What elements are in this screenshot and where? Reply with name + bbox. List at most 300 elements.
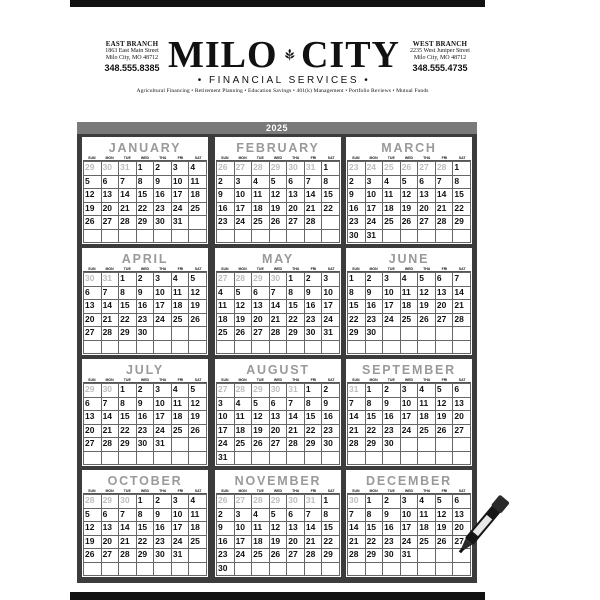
day-number: 26 bbox=[401, 216, 412, 226]
day-cell bbox=[217, 411, 235, 425]
day-number: 1 bbox=[366, 384, 372, 394]
day-number: 25 bbox=[419, 424, 429, 435]
day-number: 4 bbox=[384, 175, 389, 186]
month-name: DECEMBER bbox=[366, 474, 452, 488]
day-number: 7 bbox=[305, 508, 311, 519]
day-number: 28 bbox=[270, 327, 281, 337]
day-cell bbox=[383, 536, 401, 550]
day-number: 15 bbox=[323, 522, 333, 532]
day-number: 20 bbox=[288, 202, 298, 213]
empty-day-cell bbox=[453, 452, 471, 466]
empty-day-cell bbox=[270, 230, 288, 244]
day-cell bbox=[172, 522, 190, 536]
day-number: 11 bbox=[419, 397, 429, 408]
day-cell bbox=[252, 176, 270, 190]
day-number: 27 bbox=[270, 438, 281, 448]
day-cell bbox=[305, 287, 323, 301]
day-cell bbox=[154, 495, 172, 509]
day-cell bbox=[235, 176, 253, 190]
day-cell bbox=[322, 549, 340, 563]
empty-day-cell bbox=[383, 230, 401, 244]
weekday-label: FRI bbox=[177, 156, 184, 160]
empty-day-cell bbox=[418, 230, 436, 244]
day-cell bbox=[305, 509, 323, 523]
day-cell bbox=[287, 216, 305, 230]
day-cell bbox=[348, 300, 366, 314]
empty-day-cell bbox=[189, 452, 207, 466]
day-cell bbox=[305, 300, 323, 314]
logo-word-left: MILO bbox=[168, 34, 278, 76]
day-number: 27 bbox=[436, 313, 447, 324]
day-cell bbox=[189, 536, 207, 550]
day-cell bbox=[172, 216, 190, 230]
day-cell bbox=[189, 411, 207, 425]
day-cell bbox=[137, 425, 155, 439]
weekday-label: THU bbox=[423, 267, 431, 271]
day-number: 5 bbox=[270, 508, 276, 519]
day-cell bbox=[401, 495, 419, 509]
empty-day-cell bbox=[84, 273, 102, 287]
prev-month-day-number: 27 bbox=[235, 495, 246, 505]
day-cell bbox=[287, 425, 305, 439]
day-number: 11 bbox=[401, 286, 411, 297]
day-number: 12 bbox=[190, 397, 200, 408]
day-cell bbox=[119, 425, 137, 439]
day-cell bbox=[366, 536, 384, 550]
weekday-label: FRI bbox=[441, 156, 448, 160]
day-cell bbox=[305, 273, 323, 287]
day-number: 8 bbox=[137, 175, 143, 186]
day-number: 25 bbox=[190, 202, 200, 213]
day-cell bbox=[102, 314, 120, 328]
day-cell bbox=[235, 314, 253, 328]
weekday-label: SAT bbox=[458, 267, 466, 271]
day-cell bbox=[322, 536, 340, 550]
day-number: 28 bbox=[454, 313, 464, 324]
day-cell bbox=[137, 273, 155, 287]
month-day-grid bbox=[83, 383, 207, 465]
day-number: 30 bbox=[137, 438, 148, 448]
day-cell bbox=[154, 162, 172, 176]
day-number: 12 bbox=[85, 189, 95, 199]
empty-day-cell bbox=[348, 162, 366, 176]
day-cell bbox=[172, 495, 190, 509]
day-number: 13 bbox=[253, 300, 263, 310]
day-cell bbox=[235, 536, 253, 550]
day-cell bbox=[270, 314, 288, 328]
day-number: 4 bbox=[235, 397, 241, 408]
day-number: 24 bbox=[235, 549, 246, 559]
weekday-label: THU bbox=[292, 489, 300, 493]
day-cell bbox=[418, 273, 436, 287]
day-cell bbox=[189, 300, 207, 314]
day-cell bbox=[252, 287, 270, 301]
day-number: 1 bbox=[120, 273, 125, 283]
weekday-label: SAT bbox=[327, 156, 335, 160]
month-september bbox=[346, 359, 472, 466]
day-number: 28 bbox=[305, 216, 316, 226]
day-number: 13 bbox=[102, 522, 113, 532]
day-cell bbox=[287, 176, 305, 190]
day-cell bbox=[172, 162, 190, 176]
day-number: 29 bbox=[137, 216, 148, 226]
empty-day-cell bbox=[172, 341, 190, 355]
empty-day-cell bbox=[189, 341, 207, 355]
day-cell bbox=[270, 549, 288, 563]
empty-day-cell bbox=[322, 563, 340, 577]
day-cell bbox=[366, 189, 384, 203]
day-cell bbox=[119, 522, 137, 536]
prev-month-day-number: 28 bbox=[235, 384, 246, 394]
west-branch-info bbox=[400, 40, 480, 73]
day-number: 8 bbox=[366, 397, 372, 408]
empty-day-cell bbox=[401, 162, 419, 176]
day-cell bbox=[189, 176, 207, 190]
day-cell bbox=[453, 273, 471, 287]
day-number: 9 bbox=[218, 189, 223, 199]
day-number: 30 bbox=[384, 438, 394, 448]
day-cell bbox=[102, 438, 120, 452]
day-number: 17 bbox=[218, 424, 228, 435]
empty-day-cell bbox=[287, 162, 305, 176]
day-cell bbox=[252, 425, 270, 439]
day-number: 6 bbox=[270, 397, 276, 408]
day-cell bbox=[119, 287, 137, 301]
day-cell bbox=[366, 411, 384, 425]
empty-day-cell bbox=[322, 230, 340, 244]
day-number: 3 bbox=[366, 175, 372, 186]
weekday-label: SAT bbox=[327, 267, 335, 271]
day-number: 8 bbox=[349, 286, 354, 297]
day-number: 23 bbox=[366, 313, 377, 324]
weekday-label: FRI bbox=[310, 156, 317, 160]
day-cell bbox=[401, 425, 419, 439]
day-number: 2 bbox=[349, 175, 354, 186]
day-number: 21 bbox=[305, 535, 316, 546]
day-number: 4 bbox=[419, 495, 425, 505]
day-cell bbox=[418, 216, 436, 230]
day-cell bbox=[235, 509, 253, 523]
day-number: 30 bbox=[366, 327, 377, 337]
day-number: 4 bbox=[172, 273, 178, 283]
day-cell bbox=[137, 203, 155, 217]
day-number: 3 bbox=[172, 495, 178, 505]
day-number: 21 bbox=[454, 300, 464, 310]
day-cell bbox=[137, 300, 155, 314]
day-number: 21 bbox=[288, 424, 298, 435]
day-cell bbox=[217, 327, 235, 341]
day-cell bbox=[154, 189, 172, 203]
empty-day-cell bbox=[84, 230, 102, 244]
day-number: 24 bbox=[401, 535, 412, 546]
day-cell bbox=[383, 425, 401, 439]
day-cell bbox=[453, 398, 471, 412]
weekday-label: SUN bbox=[88, 378, 96, 382]
day-cell bbox=[348, 425, 366, 439]
day-number: 31 bbox=[401, 549, 412, 559]
day-cell bbox=[401, 509, 419, 523]
day-cell bbox=[84, 509, 102, 523]
day-number: 18 bbox=[190, 522, 200, 532]
day-number: 8 bbox=[323, 508, 329, 519]
day-cell bbox=[366, 549, 384, 563]
day-cell bbox=[270, 509, 288, 523]
weekday-label: FRI bbox=[441, 378, 448, 382]
day-number: 6 bbox=[85, 397, 90, 408]
day-cell bbox=[217, 536, 235, 550]
prev-month-day-number: 31 bbox=[305, 162, 316, 172]
weekday-label: TUE bbox=[256, 156, 264, 160]
day-number: 20 bbox=[102, 202, 113, 213]
day-cell bbox=[235, 327, 253, 341]
day-number: 21 bbox=[120, 535, 130, 546]
day-cell bbox=[154, 425, 172, 439]
empty-day-cell bbox=[172, 563, 190, 577]
day-number: 30 bbox=[305, 327, 316, 337]
day-number: 1 bbox=[120, 384, 125, 394]
day-cell bbox=[322, 314, 340, 328]
day-cell bbox=[418, 509, 436, 523]
empty-day-cell bbox=[366, 452, 384, 466]
day-cell bbox=[217, 300, 235, 314]
day-number: 1 bbox=[288, 273, 294, 283]
day-number: 2 bbox=[384, 495, 389, 505]
empty-day-cell bbox=[366, 341, 384, 355]
day-cell bbox=[84, 398, 102, 412]
weekday-label: FRI bbox=[441, 267, 448, 271]
day-number: 2 bbox=[137, 273, 143, 283]
day-cell bbox=[217, 398, 235, 412]
prev-month-day-number: 28 bbox=[436, 162, 447, 172]
day-number: 9 bbox=[384, 397, 389, 408]
day-number: 22 bbox=[120, 424, 130, 435]
day-cell bbox=[270, 287, 288, 301]
day-number: 13 bbox=[102, 189, 113, 199]
day-number: 23 bbox=[305, 313, 316, 324]
weekday-label: WED bbox=[404, 156, 414, 160]
day-cell bbox=[84, 287, 102, 301]
empty-day-cell bbox=[84, 341, 102, 355]
day-cell bbox=[119, 216, 137, 230]
empty-day-cell bbox=[102, 162, 120, 176]
day-cell bbox=[348, 327, 366, 341]
empty-day-cell bbox=[172, 438, 190, 452]
day-number: 9 bbox=[218, 522, 223, 532]
day-number: 21 bbox=[349, 424, 359, 435]
prev-month-day-number: 29 bbox=[85, 162, 95, 172]
day-cell bbox=[366, 438, 384, 452]
day-number: 15 bbox=[137, 522, 148, 532]
day-number: 9 bbox=[137, 397, 143, 408]
day-number: 20 bbox=[85, 424, 95, 435]
day-number: 14 bbox=[305, 189, 316, 199]
day-cell bbox=[270, 189, 288, 203]
day-number: 19 bbox=[436, 411, 447, 421]
day-number: 16 bbox=[323, 411, 333, 421]
empty-day-cell bbox=[102, 384, 120, 398]
day-number: 12 bbox=[401, 189, 412, 199]
day-number: 21 bbox=[120, 202, 130, 213]
day-cell bbox=[322, 287, 340, 301]
day-cell bbox=[252, 549, 270, 563]
day-cell bbox=[119, 273, 137, 287]
day-cell bbox=[102, 522, 120, 536]
empty-day-cell bbox=[235, 495, 253, 509]
day-cell bbox=[383, 176, 401, 190]
empty-day-cell bbox=[287, 341, 305, 355]
day-number: 21 bbox=[102, 424, 113, 435]
day-cell bbox=[348, 314, 366, 328]
day-cell bbox=[172, 384, 190, 398]
day-cell bbox=[172, 536, 190, 550]
month-june bbox=[346, 248, 472, 355]
empty-day-cell bbox=[235, 230, 253, 244]
day-cell bbox=[287, 522, 305, 536]
month-day-grid bbox=[347, 383, 471, 465]
day-number: 14 bbox=[102, 411, 113, 421]
day-number: 5 bbox=[436, 384, 442, 394]
day-cell bbox=[383, 300, 401, 314]
day-number: 13 bbox=[419, 189, 429, 199]
weekday-label: MON bbox=[369, 267, 378, 271]
day-cell bbox=[137, 327, 155, 341]
day-number: 30 bbox=[218, 562, 228, 573]
day-number: 23 bbox=[323, 424, 333, 435]
day-number: 7 bbox=[102, 397, 108, 408]
day-number: 4 bbox=[419, 384, 425, 394]
day-number: 2 bbox=[384, 384, 389, 394]
prev-month-day-number: 31 bbox=[288, 384, 298, 394]
empty-day-cell bbox=[383, 162, 401, 176]
day-cell bbox=[235, 549, 253, 563]
day-number: 13 bbox=[270, 411, 281, 421]
day-cell bbox=[137, 509, 155, 523]
day-cell bbox=[119, 176, 137, 190]
weekday-label: SUN bbox=[88, 267, 96, 271]
day-number: 27 bbox=[85, 327, 95, 337]
day-number: 6 bbox=[454, 495, 460, 505]
day-number: 24 bbox=[172, 535, 183, 546]
prev-month-day-number: 30 bbox=[288, 495, 298, 505]
day-number: 6 bbox=[436, 273, 442, 283]
day-cell bbox=[217, 314, 235, 328]
empty-day-cell bbox=[305, 452, 323, 466]
day-number: 25 bbox=[190, 535, 200, 546]
day-number: 27 bbox=[102, 216, 113, 226]
day-cell bbox=[119, 549, 137, 563]
day-number: 15 bbox=[323, 189, 333, 199]
day-cell bbox=[84, 203, 102, 217]
weekday-label: TUE bbox=[123, 378, 131, 382]
empty-day-cell bbox=[305, 563, 323, 577]
empty-day-cell bbox=[453, 327, 471, 341]
day-cell bbox=[270, 176, 288, 190]
day-number: 1 bbox=[137, 495, 143, 505]
empty-day-cell bbox=[453, 438, 471, 452]
empty-day-cell bbox=[287, 230, 305, 244]
day-number: 18 bbox=[218, 313, 228, 324]
day-number: 29 bbox=[323, 549, 333, 559]
empty-day-cell bbox=[119, 563, 137, 577]
day-number: 22 bbox=[137, 535, 148, 546]
day-cell bbox=[119, 189, 137, 203]
day-number: 16 bbox=[137, 300, 148, 310]
empty-day-cell bbox=[137, 563, 155, 577]
day-number: 20 bbox=[270, 424, 281, 435]
day-number: 26 bbox=[85, 216, 95, 226]
day-cell bbox=[189, 495, 207, 509]
day-cell bbox=[287, 536, 305, 550]
prev-month-day-number: 30 bbox=[120, 495, 130, 505]
day-number: 19 bbox=[85, 202, 95, 213]
day-number: 13 bbox=[288, 189, 298, 199]
day-cell bbox=[189, 398, 207, 412]
day-number: 23 bbox=[218, 216, 228, 226]
day-cell bbox=[119, 384, 137, 398]
day-number: 17 bbox=[401, 522, 412, 532]
day-number: 2 bbox=[218, 508, 223, 519]
day-cell bbox=[383, 287, 401, 301]
day-cell bbox=[305, 438, 323, 452]
day-number: 1 bbox=[454, 162, 460, 172]
month-november bbox=[215, 470, 341, 577]
weekday-label: SUN bbox=[352, 156, 360, 160]
weekday-label: SAT bbox=[327, 489, 335, 493]
empty-day-cell bbox=[217, 495, 235, 509]
day-number: 17 bbox=[384, 300, 394, 310]
weekday-label: FRI bbox=[310, 267, 317, 271]
day-cell bbox=[137, 495, 155, 509]
day-cell bbox=[287, 549, 305, 563]
empty-day-cell bbox=[252, 563, 270, 577]
weekday-label: THU bbox=[423, 378, 431, 382]
weekday-label: SAT bbox=[194, 378, 202, 382]
weekday-label: TUE bbox=[387, 378, 395, 382]
day-number: 8 bbox=[137, 508, 143, 519]
day-cell bbox=[84, 549, 102, 563]
day-cell bbox=[453, 384, 471, 398]
day-cell bbox=[189, 384, 207, 398]
day-number: 22 bbox=[120, 313, 130, 324]
day-cell bbox=[270, 300, 288, 314]
empty-day-cell bbox=[119, 162, 137, 176]
weekday-label: SUN bbox=[352, 267, 360, 271]
day-number: 14 bbox=[305, 522, 316, 532]
day-cell bbox=[252, 398, 270, 412]
day-number: 3 bbox=[384, 273, 389, 283]
day-number: 19 bbox=[190, 300, 200, 310]
day-cell bbox=[348, 438, 366, 452]
day-cell bbox=[366, 273, 384, 287]
day-cell bbox=[119, 438, 137, 452]
day-number: 7 bbox=[349, 508, 354, 519]
prev-month-day-number: 28 bbox=[253, 495, 263, 505]
day-cell bbox=[366, 384, 384, 398]
empty-day-cell bbox=[322, 452, 340, 466]
day-cell bbox=[383, 273, 401, 287]
empty-day-cell bbox=[453, 341, 471, 355]
day-cell bbox=[436, 425, 454, 439]
empty-day-cell bbox=[252, 341, 270, 355]
day-number: 20 bbox=[454, 522, 464, 532]
day-cell bbox=[418, 189, 436, 203]
day-cell bbox=[348, 176, 366, 190]
empty-day-cell bbox=[154, 327, 172, 341]
day-number: 25 bbox=[384, 216, 394, 226]
day-number: 9 bbox=[305, 286, 311, 297]
day-cell bbox=[305, 522, 323, 536]
prev-month-day-number: 25 bbox=[384, 162, 394, 172]
